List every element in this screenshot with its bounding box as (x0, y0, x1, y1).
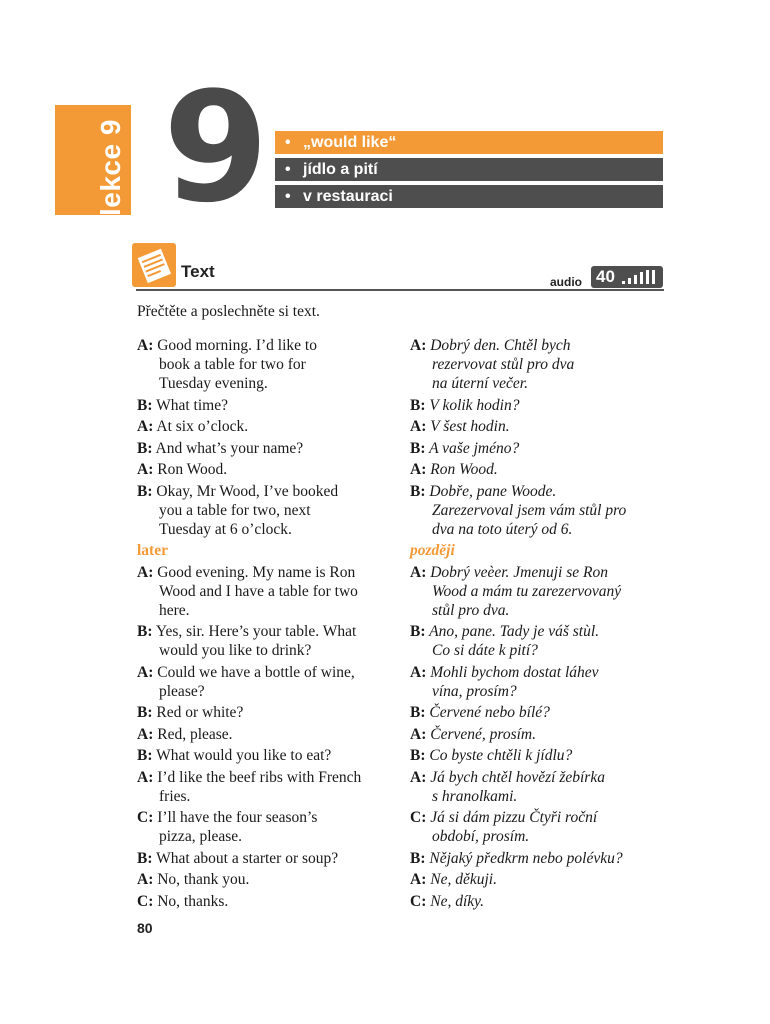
en-line (137, 870, 395, 889)
speaker-label: B: (137, 704, 153, 721)
cs-line (410, 482, 668, 539)
line-continuation: you a table for two, next (159, 501, 311, 519)
en-line (137, 849, 395, 868)
cs-line (410, 849, 668, 868)
speaker-label: B: (410, 704, 426, 721)
time-marker: později (410, 542, 455, 559)
line-text: At six o’clock. (156, 418, 249, 435)
line-text: Okay, Mr Wood, I’ve booked (156, 482, 339, 500)
cs-line (410, 336, 668, 393)
en-line (137, 396, 395, 415)
cs-line (410, 703, 668, 722)
line-continuation: Zarezervoval jsem vám stůl pro (432, 501, 627, 519)
speaker-label: A: (137, 663, 154, 681)
en-line (137, 417, 395, 436)
speaker-label: B: (410, 439, 426, 457)
speaker-label: C: (137, 892, 154, 910)
topic-restaurant: • v restauraci (275, 185, 663, 208)
line-continuation: dva na toto úterý od 6. (432, 520, 573, 538)
speaker-label: C: (137, 809, 154, 826)
line-continuation: Tuesday evening. (159, 375, 268, 392)
line-text: Good morning. I’d like to (157, 337, 317, 354)
cs-line (410, 892, 668, 911)
line-text: Ron Wood. (430, 461, 498, 478)
dialogue-czech (410, 336, 668, 913)
en-line (137, 563, 395, 620)
line-text: I’ll have the four season’s (157, 809, 318, 826)
line-text: Yes, sir. Here’s your table. What (155, 623, 357, 640)
line-continuation: vína, prosím? (432, 682, 517, 700)
speaker-label: B: (410, 849, 426, 867)
section-divider (136, 289, 664, 291)
speaker-label: B: (410, 396, 426, 414)
line-continuation: s hranolkami. (432, 787, 518, 805)
speaker-label: A: (137, 337, 154, 354)
cs-line (410, 417, 668, 436)
speaker-label: A: (137, 563, 154, 581)
line-continuation: Wood a mám tu zarezervovaný (432, 582, 622, 600)
speaker-label: A: (410, 461, 427, 478)
line-continuation: Tuesday at 6 o’clock. (159, 520, 292, 538)
cs-line (410, 808, 668, 846)
speaker-label: A: (137, 768, 154, 786)
line-text: What time? (156, 396, 228, 414)
en-line (137, 892, 395, 911)
speaker-label: B: (137, 396, 153, 414)
speaker-label: A: (410, 337, 427, 354)
line-continuation: Wood and I have a table for two (159, 582, 358, 600)
audio-bars-icon (622, 269, 660, 285)
speaker-label: B: (137, 849, 153, 867)
text-document-icon (132, 243, 176, 287)
instruction: Přečtěte a poslechněte si text. (137, 303, 320, 320)
audio-track-number: 40 (596, 267, 615, 286)
speaker-label: A: (410, 663, 427, 681)
line-text: Dobrý veèer. Jmenuji se Ron (430, 563, 608, 581)
speaker-label: A: (137, 871, 154, 888)
en-line (137, 725, 395, 744)
line-text: No, thank you. (157, 871, 250, 888)
line-text: Ano, pane. Tady je váš stùl. (429, 623, 600, 640)
speaker-label: C: (410, 892, 427, 910)
cs-line (410, 746, 668, 765)
en-line (137, 622, 395, 660)
line-continuation: pizza, please. (159, 828, 243, 845)
cs-line (410, 768, 668, 806)
line-continuation: fries. (159, 787, 191, 805)
line-continuation: období, prosím. (432, 828, 530, 845)
line-text: And what’s your name? (155, 439, 304, 457)
line-text: Ne, děkuji. (430, 871, 497, 888)
line-text: I’d like the beef ribs with French (157, 768, 362, 786)
page-number: 80 (137, 920, 153, 936)
speaker-label: A: (410, 563, 427, 581)
cs-line (410, 439, 668, 458)
speaker-label: B: (137, 747, 153, 764)
line-text: Could we have a bottle of wine, (157, 663, 355, 681)
line-text: A vaše jméno? (429, 439, 520, 457)
topic-food-drink: • jídlo a pití (275, 158, 663, 181)
line-continuation: stůl pro dva. (432, 601, 510, 619)
speaker-label: B: (137, 623, 153, 640)
speaker-label: B: (410, 747, 426, 764)
cs-line (410, 622, 668, 660)
line-text: No, thanks. (157, 892, 229, 910)
speaker-label: B: (137, 482, 153, 500)
line-continuation: na úterní večer. (432, 375, 528, 392)
en-line (137, 746, 395, 765)
topic-would-like: • „would like“ (275, 131, 663, 154)
line-text: Červené nebo bílé? (429, 704, 550, 721)
en-time-marker (137, 541, 395, 560)
line-text: Dobrý den. Chtěl bych (430, 337, 571, 354)
line-text: Červené, prosím. (430, 725, 536, 743)
cs-line (410, 460, 668, 479)
line-text: Good evening. My name is Ron (157, 563, 356, 581)
line-text: V kolik hodin? (429, 396, 520, 414)
cs-line (410, 870, 668, 889)
speaker-label: A: (410, 725, 427, 743)
line-text: Ron Wood. (157, 461, 228, 478)
dialogue-english (137, 336, 395, 913)
line-continuation: here. (159, 601, 190, 619)
cs-line (410, 725, 668, 744)
en-line (137, 460, 395, 479)
en-line (137, 663, 395, 701)
speaker-label: B: (137, 439, 153, 457)
line-text: What about a starter or soup? (156, 849, 339, 867)
en-line (137, 703, 395, 722)
speaker-label: A: (410, 871, 427, 888)
line-text: Ne, díky. (430, 892, 485, 910)
line-continuation: book a table for two for (159, 356, 306, 373)
cs-line (410, 396, 668, 415)
en-line (137, 808, 395, 846)
cs-time-marker (410, 541, 668, 560)
en-line (137, 439, 395, 458)
cs-line (410, 563, 668, 620)
speaker-label: A: (410, 418, 427, 435)
lesson-label: lekce 9 (95, 119, 126, 216)
line-text: Já bych chtěl hovězí žebírka (430, 768, 605, 786)
line-text: Red, please. (157, 725, 233, 743)
line-continuation: Co si dáte k pití? (432, 642, 538, 659)
line-text: What would you like to eat? (156, 747, 332, 764)
section-title: Text (181, 262, 215, 281)
time-marker: later (137, 542, 168, 559)
line-continuation: rezervovat stůl pro dva (432, 356, 575, 373)
line-text: Dobře, pane Woode. (429, 482, 557, 500)
line-text: Mohli bychom dostat láhev (430, 663, 599, 681)
audio-label: audio (550, 275, 582, 289)
cs-line (410, 663, 668, 701)
line-continuation: please? (159, 682, 205, 700)
en-line (137, 768, 395, 806)
speaker-label: B: (410, 623, 426, 640)
line-text: Já si dám pizzu Čtyři roční (430, 809, 598, 826)
speaker-label: A: (137, 725, 154, 743)
line-text: Co byste chtěli k jídlu? (429, 747, 573, 764)
speaker-label: C: (410, 809, 427, 826)
speaker-label: B: (410, 482, 426, 500)
en-line (137, 336, 395, 393)
line-text: Red or white? (156, 704, 244, 721)
speaker-label: A: (137, 461, 154, 478)
en-line (137, 482, 395, 539)
speaker-label: A: (410, 768, 427, 786)
lesson-number: 9 (163, 59, 265, 236)
line-text: Nějaký předkrm nebo polévku? (429, 849, 623, 867)
speaker-label: A: (137, 418, 154, 435)
line-text: V šest hodin. (430, 418, 510, 435)
line-continuation: would you like to drink? (159, 642, 312, 659)
